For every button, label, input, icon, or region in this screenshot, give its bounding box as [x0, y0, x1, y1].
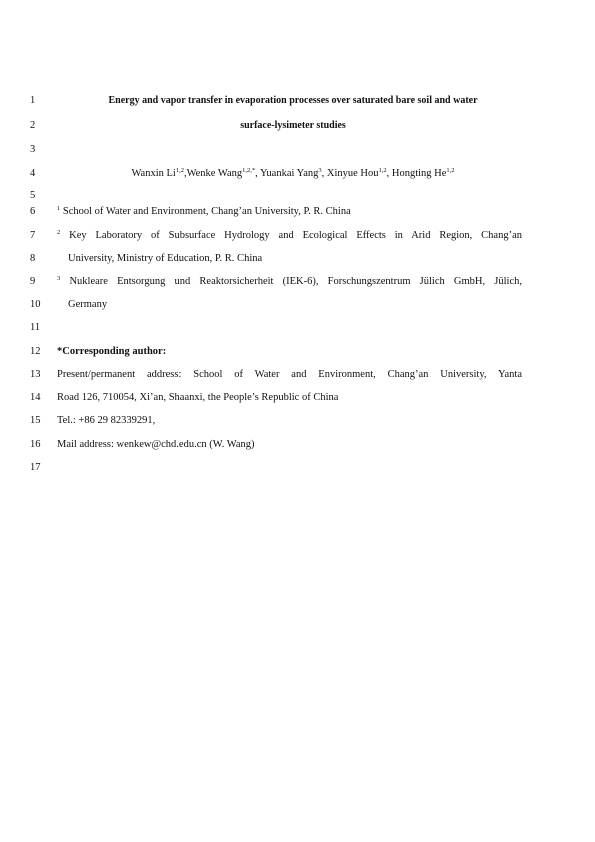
line-number: 10: [30, 299, 41, 310]
corresponding-author-heading: *Corresponding author:: [57, 346, 167, 357]
line-number: 7: [30, 230, 36, 241]
paper-title-line-2: surface-lysimeter studies: [240, 120, 346, 131]
author-affiliation-mark: 1,2: [378, 167, 387, 174]
author-separator: ,: [183, 168, 187, 179]
line-number: 13: [30, 369, 41, 380]
line-number: 4: [30, 168, 36, 179]
affiliation-3-continuation: Germany: [68, 299, 108, 310]
line-number: 2: [30, 120, 36, 131]
line-number: 12: [30, 346, 41, 357]
line-number: 15: [30, 415, 41, 426]
line-number: 17: [30, 462, 41, 473]
author-list: [44, 167, 542, 181]
affiliation-2-continuation: University, Ministry of Education, P. R. China: [68, 253, 263, 264]
line-number: 9: [30, 276, 36, 287]
author-separator: ,: [255, 168, 261, 179]
affiliation-2: [57, 229, 522, 243]
line-number: 1: [30, 95, 36, 106]
author-affiliation-mark: 3: [318, 167, 322, 174]
author-affiliation-mark: 1,2,*: [242, 167, 256, 174]
line-number: 14: [30, 392, 41, 403]
affiliation-mark: 3: [57, 275, 61, 282]
author-name: Wanxin Li: [131, 168, 176, 179]
affiliation-mark: 1: [57, 205, 61, 212]
corresponding-email: Mail address: wenkew@chd.edu.cn (W. Wang): [57, 439, 255, 450]
author-name: Xinyue Hou: [326, 168, 379, 179]
line-number: 6: [30, 206, 36, 217]
author-separator: ,: [321, 168, 327, 179]
author-affiliation-mark: 1,2: [175, 167, 184, 174]
affiliation-mark: 2: [57, 229, 61, 236]
author-separator: ,: [386, 168, 392, 179]
affiliation-1: [57, 205, 351, 219]
affiliation-3: [57, 275, 522, 289]
line-number: 8: [30, 253, 36, 264]
paper-title-line-1: Energy and vapor transfer in evaporation processes over saturated bare soil and water: [108, 95, 478, 106]
author-name: Yuankai Yang: [260, 168, 319, 179]
line-number: 16: [30, 439, 41, 450]
author-name: Hongting He: [391, 168, 447, 179]
affiliation-text: Key Laboratory of Subsurface Hydrology and Ecological Effects in Arid Region, Chang’an: [69, 230, 522, 241]
corresponding-address-line-1: Present/permanent address: School of Water and Environment, Chang’an University, Yanta: [57, 369, 522, 380]
line-number: 5: [30, 190, 36, 201]
affiliation-text: Nukleare Entsorgung und Reaktorsicherheit (IEK-6), Forschungszentrum Jülich GmbH, Jülich,: [69, 276, 523, 287]
corresponding-telephone: Tel.: +86 29 82339291,: [57, 415, 156, 426]
line-number: 11: [30, 322, 41, 333]
affiliation-text: School of Water and Environment, Chang’an University, P. R. China: [62, 206, 351, 217]
line-number: 3: [30, 144, 36, 155]
author-name: Wenke Wang: [186, 168, 243, 179]
corresponding-address-line-2: Road 126, 710054, Xi’an, Shaanxi, the People’s Republic of China: [57, 392, 339, 403]
author-affiliation-mark: 1,2: [446, 167, 455, 174]
